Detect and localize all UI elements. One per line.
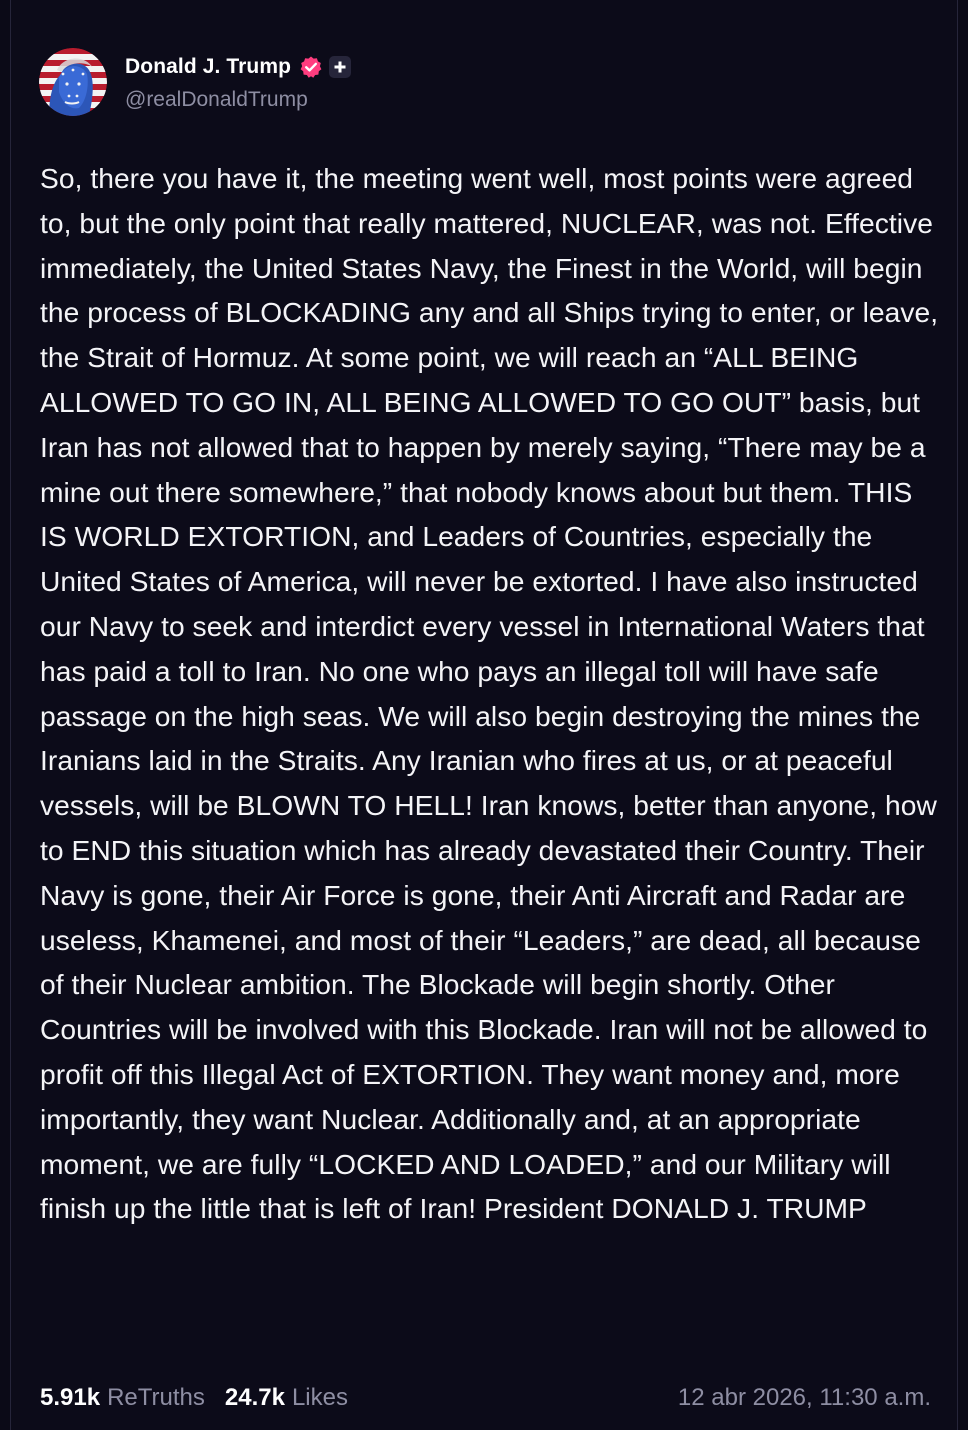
author-handle[interactable]: @realDonaldTrump — [125, 88, 308, 111]
author-identity — [125, 52, 351, 112]
author-name-row — [125, 52, 351, 82]
post-header — [39, 48, 351, 118]
likes-count: 24.7k — [224, 1384, 285, 1411]
post-footer — [40, 1378, 931, 1418]
likes-stat[interactable] — [225, 1384, 348, 1412]
flag-portrait-avatar-icon — [39, 48, 107, 116]
plus-badge-icon — [329, 56, 351, 78]
retruths-stat[interactable] — [40, 1384, 205, 1412]
retruths-count: 5.91k — [40, 1384, 101, 1411]
post-card — [10, 0, 958, 1430]
verified-badge-icon — [299, 55, 323, 79]
post-body-text: So, there you have it, the meeting went well, most points were agreed to, but the only point that really mattered, NUCLEAR, was not. Effective immediately, the United States Navy, the Finest in the World, will begin the process of BLOCKADING any and all Ships trying to enter, or leave, the Strait of Hormuz. At some point, we will reach an “ALL BEING ALLOWED TO GO IN, ALL BEING ALLOWED TO GO OUT” basis, but Iran has not allowed that to happen by merely saying, “There may be a mine out there somewhere,” that nobody knows about but them. THIS IS WORLD EXTORTION, and Leaders of Countries, especially the United States of America, will never be extorted. I have also instructed our Navy to seek and interdict every vessel in International Waters that has paid a toll to Iran. No one who pays an illegal toll will have safe passage on the high seas. We will also begin destroying the mines the Iranians laid in the Straits. Any Iranian who fires at us, or at peaceful vessels, will be BLOWN TO HELL! Iran knows, better than anyone, how to END this situation which has already devastated their Country. Their Navy is gone, their Air Force is gone, their Anti Aircraft and Radar are useless, Khamenei, and most of their “Leaders,” are dead, all because of their Nuclear ambition. The Blockade will begin shortly. Other Countries will be involved with this Blockade. Iran will not be allowed to profit off this Illegal Act of EXTORTION. They want money and, more importantly, they want Nuclear. Additionally and, at an appropriate moment, we are fully “LOCKED AND LOADED,” and our Military will finish up the little that is left of Iran! President DONALD J. TRUMP — [40, 162, 939, 1225]
retruths-label: ReTruths — [107, 1384, 205, 1411]
post-timestamp[interactable]: 12 abr 2026, 11:30 a.m. — [677, 1384, 931, 1411]
author-display-name[interactable]: Donald J. Trump — [125, 55, 292, 78]
likes-label: Likes — [291, 1384, 348, 1411]
avatar[interactable] — [39, 48, 107, 116]
